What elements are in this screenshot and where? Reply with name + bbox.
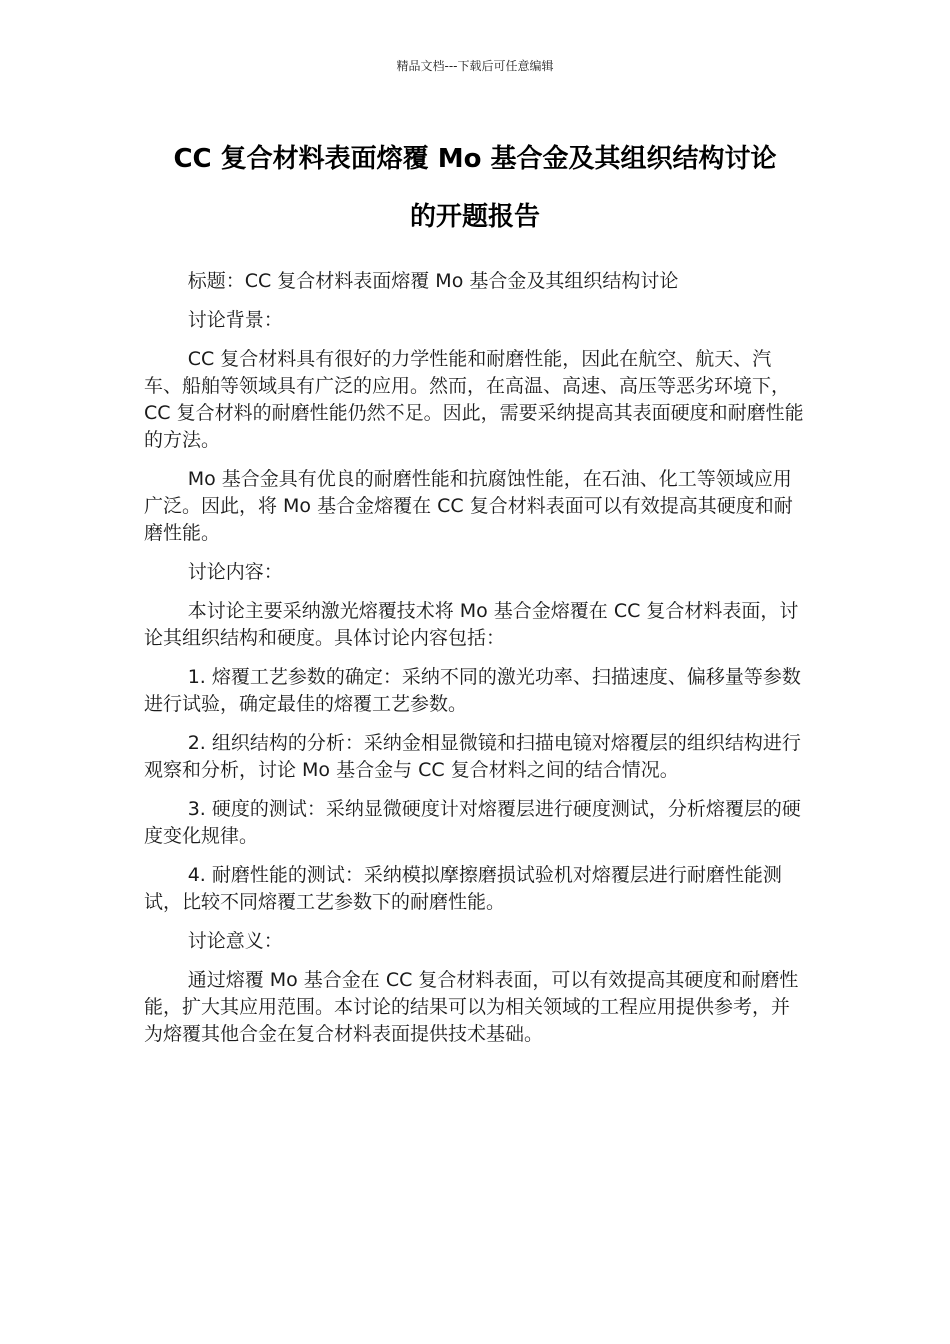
paragraph-background-1: CC 复合材料具有很好的力学性能和耐磨性能，因此在航空、航天、汽车、船舶等领域具有广泛的应用。然而，在高温、高速、高压等恶劣环境下，CC 复合材料的耐磨性能仍然不足。因此，需要采纳提高其表面硬度和耐磨性能的方法。 <box>144 348 804 451</box>
document-title-line-2: 的开题报告 <box>409 202 540 232</box>
section-heading-background: 讨论背景： <box>187 309 283 331</box>
document-body <box>144 268 806 1060</box>
page-header: 精品文档---下载后可任意编辑 <box>396 59 554 73</box>
paragraph-background-2: Mo 基合金具有优良的耐磨性能和抗腐蚀性能，在石油、化工等领域应用广泛。因此，将 Mo 基合金熔覆在 CC 复合材料表面可以有效提高其硬度和耐磨性能。 <box>144 468 793 544</box>
section-heading-significance: 讨论意义： <box>187 930 283 952</box>
paragraph-content-intro: 本讨论主要采纳激光熔覆技术将 Mo 基合金熔覆在 CC 复合材料表面，讨论其组织结构和硬度。具体讨论内容包括： <box>144 600 799 649</box>
section-heading-content: 讨论内容： <box>187 561 283 583</box>
list-item-4: 4. 耐磨性能的测试：采纳模拟摩擦磨损试验机对熔覆层进行耐磨性能测试，比较不同熔覆工艺参数下的耐磨性能。 <box>144 864 782 913</box>
list-item-1: 1. 熔覆工艺参数的确定：采纳不同的激光功率、扫描速度、偏移量等参数进行试验，确定最佳的熔覆工艺参数。 <box>144 666 801 715</box>
paragraph-significance: 通过熔覆 Mo 基合金在 CC 复合材料表面，可以有效提高其硬度和耐磨性能，扩大其应用范围。本讨论的结果可以为相关领域的工程应用提供参考，并为熔覆其他合金在复合材料表面提供技术基础。 <box>144 969 799 1045</box>
document-title-line-1: CC 复合材料表面熔覆 Mo 基合金及其组织结构讨论 <box>173 144 777 174</box>
list-item-2: 2. 组织结构的分析：采纳金相显微镜和扫描电镜对熔覆层的组织结构进行观察和分析，讨论 Mo 基合金与 CC 复合材料之间的结合情况。 <box>144 732 801 781</box>
topic-line: 标题：CC 复合材料表面熔覆 Mo 基合金及其组织结构讨论 <box>187 270 679 292</box>
list-item-3: 3. 硬度的测试：采纳显微硬度计对熔覆层进行硬度测试，分析熔覆层的硬度变化规律。 <box>144 798 801 847</box>
